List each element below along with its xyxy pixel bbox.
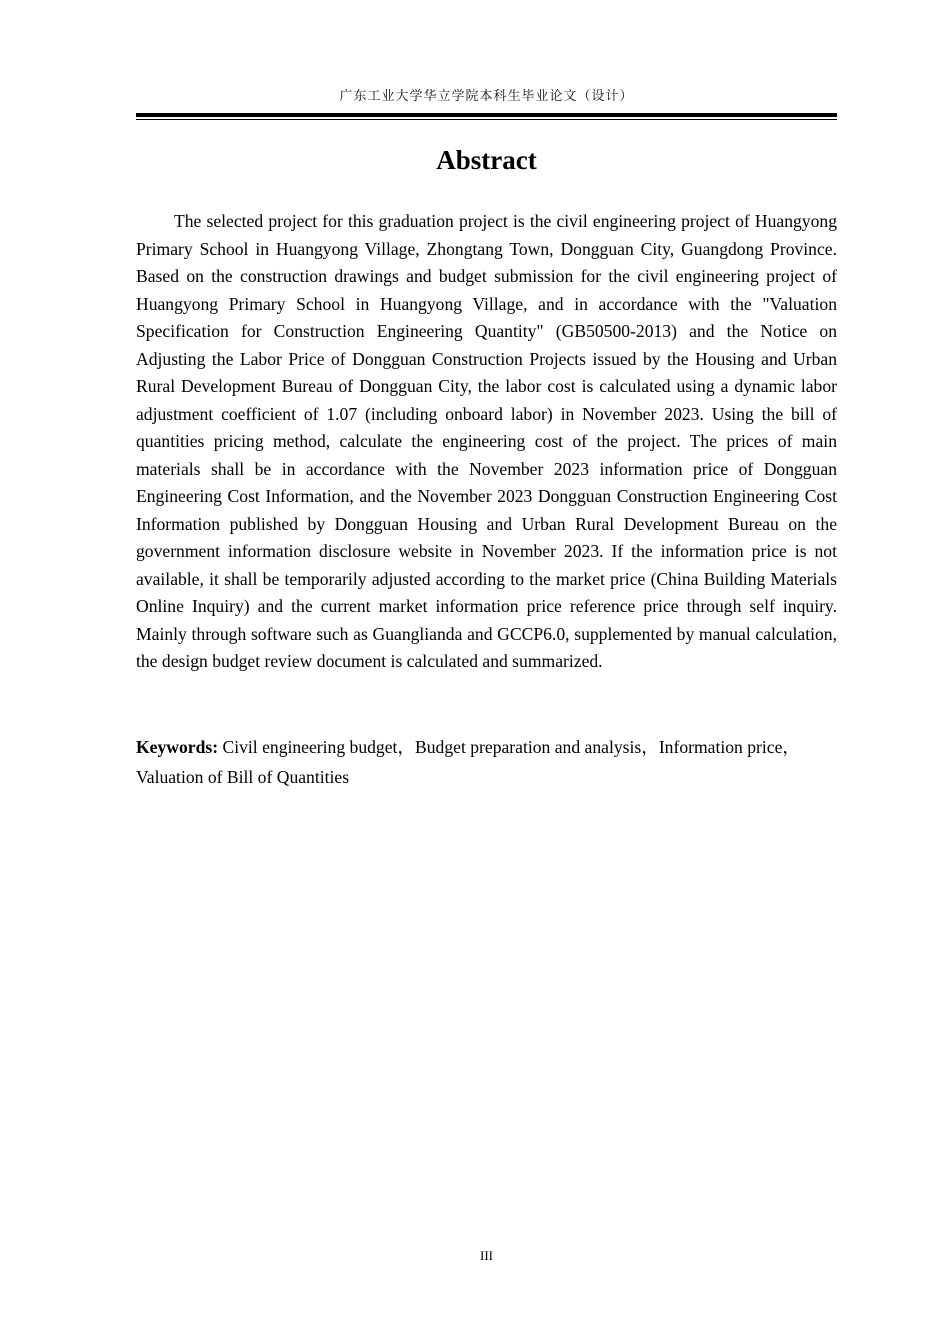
abstract-paragraph: The selected project for this graduation project is the civil engineering project of Huangyong Primary School in Huangyong Village, Zhongtang Town, Dongguan City, Guangdong Province. Based on the construction drawings and budget submission for the civil engineering project of Huangyong Primary School in Huangyong Village, and in accordance with the "Valuation Specification for Construction Engineering Quantity" (GB50500-2013) and the Notice on Adjusting the Labor Price of Dongguan Construction Projects issued by the Housing and Urban Rural Development Bureau of Dongguan City, the labor cost is calculated using a dynamic labor adjustment coefficient of 1.07 (including onboard labor) in November 2023. Using the bill of quantities pricing method, calculate the engineering cost of the project. The prices of main materials shall be in accordance with the November 2023 information price of Dongguan Engineering Cost Information, and the November 2023 Dongguan Construction Engineering Cost Information published by Dongguan Housing and Urban Rural Development Bureau on the government information disclosure website in November 2023. If the information price is not available, it shall be temporarily adjusted according to the market price (China Building Materials Online Inquiry) and the current market information price reference price through self inquiry. Mainly through software such as Guanglianda and GCCP6.0, supplemented by manual calculation, the design budget review document is calculated and summarized. xyxy=(136,211,837,671)
page-title: Abstract xyxy=(436,145,537,175)
page-number: III xyxy=(480,1248,493,1263)
header-rule-thin xyxy=(136,119,837,120)
header-rule-thick xyxy=(136,113,837,117)
keywords-label: Keywords: xyxy=(136,737,219,757)
keywords-line xyxy=(136,732,837,792)
running-header: 广东工业大学华立学院本科生毕业论文（设计） xyxy=(339,89,634,104)
keywords-text: Civil engineering budget，Budget preparation and analysis，Information price，Valuation of Bill of Quantities xyxy=(136,737,801,787)
